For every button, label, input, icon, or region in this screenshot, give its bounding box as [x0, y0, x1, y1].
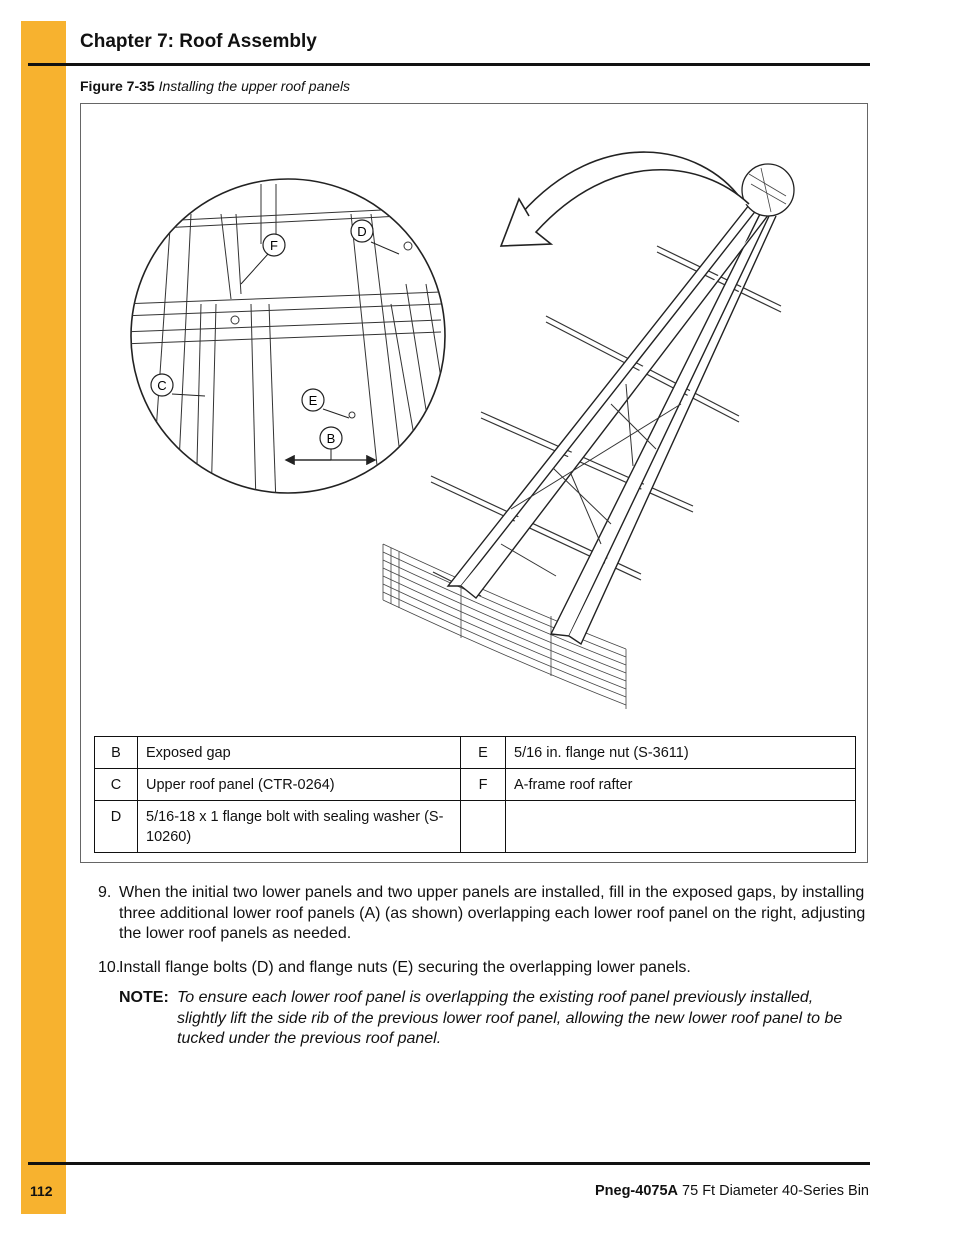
legend-desc: A-frame roof rafter: [506, 769, 856, 801]
legend-desc: [506, 801, 856, 853]
list-item: [98, 883, 868, 945]
legend-key: E: [461, 737, 506, 769]
callout-f: F: [270, 238, 278, 253]
note-block: [119, 988, 864, 1050]
peak-detail-circle: [742, 164, 794, 216]
page-number: 112: [30, 1183, 53, 1199]
instruction-steps: [98, 883, 868, 991]
callout-b: B: [326, 431, 336, 446]
legend-key: [461, 801, 506, 853]
figure-caption-text: Installing the upper roof panels: [158, 78, 351, 94]
doc-title: 75 Ft Diameter 40-Series Bin: [682, 1183, 869, 1199]
parts-legend-table: [94, 736, 856, 853]
table-row: [95, 737, 856, 769]
step-number: 10.: [98, 958, 121, 976]
callout-e: E: [308, 393, 318, 408]
table-row: [95, 801, 856, 853]
legend-key: B: [95, 737, 138, 769]
callout-c: C: [157, 378, 167, 393]
document-reference: [595, 1183, 869, 1199]
figure-caption: [80, 78, 350, 94]
footer-rule: [28, 1162, 870, 1165]
figure-number: Figure 7-35: [80, 78, 155, 94]
callout-d: D: [357, 224, 367, 239]
legend-desc: Upper roof panel (CTR-0264): [138, 769, 461, 801]
legend-key: D: [95, 801, 138, 853]
header-rule: [28, 63, 870, 66]
legend-desc: 5/16 in. flange nut (S-3611): [506, 737, 856, 769]
chapter-tab-bar: [21, 21, 66, 1214]
detail-circle: [131, 179, 445, 493]
step-text: When the initial two lower panels and two upper panels are installed, fill in the exposed gaps, by installing three additional lower roof panels (A) (as shown) overlapping each lower roof panel on the right, adjusting the lower roof panels as needed.: [119, 884, 866, 942]
a-frame-rafter: [448, 200, 776, 644]
list-item: [98, 958, 868, 979]
legend-key: C: [95, 769, 138, 801]
step-number: 9.: [98, 884, 112, 901]
doc-code: Pneg-4075A: [594, 1183, 678, 1199]
note-text: To ensure each lower roof panel is overlapping the existing roof panel previously installed, slightly lift the side rib of the previous lower roof panel, allowing the new lower roof panel to be tucked under the previous roof panel.: [177, 989, 843, 1047]
legend-desc: 5/16-18 x 1 flange bolt with sealing washer (S-10260): [138, 801, 461, 853]
table-row: [95, 769, 856, 801]
note-label: NOTE:: [119, 989, 169, 1006]
legend-desc: Exposed gap: [138, 737, 461, 769]
figure-frame: [80, 103, 868, 863]
legend-key: F: [461, 769, 506, 801]
chapter-title: Chapter 7: Roof Assembly: [80, 31, 317, 52]
step-text: Install flange bolts (D) and flange nuts (E) securing the overlapping lower panels.: [119, 958, 691, 976]
roof-assembly-illustration: [81, 104, 867, 734]
